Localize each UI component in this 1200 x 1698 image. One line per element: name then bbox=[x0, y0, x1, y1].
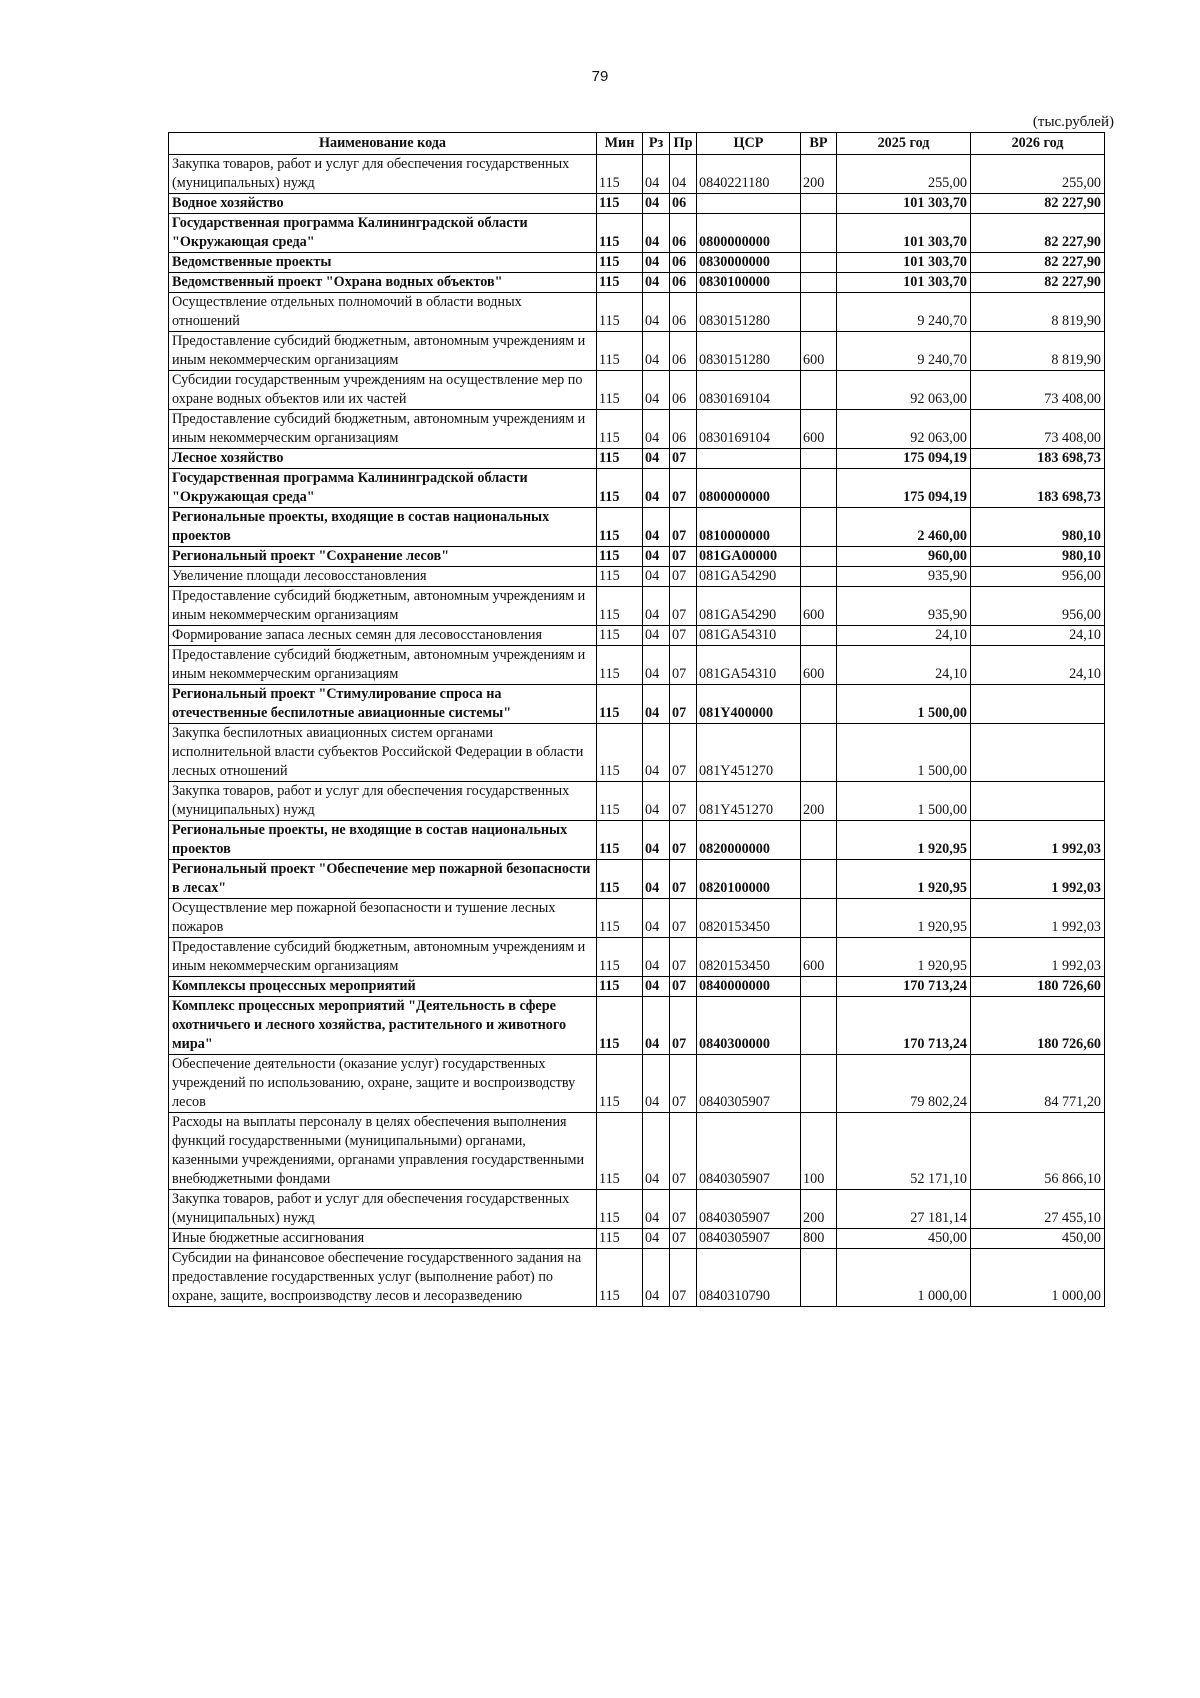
row-2026: 82 227,90 bbox=[971, 194, 1105, 214]
row-2025: 175 094,19 bbox=[837, 469, 971, 508]
row-name: Предоставление субсидий бюджетным, автономным учреждениям и иным некоммерческим организациям bbox=[169, 646, 597, 685]
row-2026: 183 698,73 bbox=[971, 469, 1105, 508]
row-2026: 84 771,20 bbox=[971, 1055, 1105, 1113]
row-min: 115 bbox=[597, 449, 643, 469]
row-vr: 600 bbox=[801, 646, 837, 685]
table-row bbox=[169, 1113, 1105, 1190]
row-vr bbox=[801, 273, 837, 293]
row-rz: 04 bbox=[643, 899, 670, 938]
row-vr: 800 bbox=[801, 1229, 837, 1249]
row-min: 115 bbox=[597, 782, 643, 821]
row-name: Предоставление субсидий бюджетным, автономным учреждениям и иным некоммерческим организациям bbox=[169, 587, 597, 626]
row-csr: 0820153450 bbox=[697, 938, 801, 977]
row-vr: 600 bbox=[801, 332, 837, 371]
row-pr: 06 bbox=[670, 194, 697, 214]
col-header-pr: Пр bbox=[670, 133, 697, 155]
row-rz: 04 bbox=[643, 332, 670, 371]
row-rz: 04 bbox=[643, 293, 670, 332]
row-min: 115 bbox=[597, 567, 643, 587]
table-row bbox=[169, 273, 1105, 293]
row-2025: 92 063,00 bbox=[837, 410, 971, 449]
row-2025: 960,00 bbox=[837, 547, 971, 567]
row-vr bbox=[801, 214, 837, 253]
row-2026: 980,10 bbox=[971, 508, 1105, 547]
table-header-row bbox=[169, 133, 1105, 155]
col-header-vr: ВР bbox=[801, 133, 837, 155]
row-vr bbox=[801, 371, 837, 410]
row-pr: 06 bbox=[670, 214, 697, 253]
row-rz: 04 bbox=[643, 1229, 670, 1249]
row-name: Предоставление субсидий бюджетным, автономным учреждениям и иным некоммерческим организациям bbox=[169, 938, 597, 977]
row-pr: 06 bbox=[670, 273, 697, 293]
row-vr bbox=[801, 997, 837, 1055]
row-csr: 081GA54290 bbox=[697, 567, 801, 587]
row-vr bbox=[801, 449, 837, 469]
row-2026: 1 992,03 bbox=[971, 821, 1105, 860]
row-pr: 06 bbox=[670, 332, 697, 371]
row-2025: 1 920,95 bbox=[837, 938, 971, 977]
row-2025: 935,90 bbox=[837, 587, 971, 626]
row-2025: 1 920,95 bbox=[837, 899, 971, 938]
row-pr: 07 bbox=[670, 899, 697, 938]
row-csr: 0840305907 bbox=[697, 1055, 801, 1113]
table-row bbox=[169, 685, 1105, 724]
row-csr: 0830169104 bbox=[697, 410, 801, 449]
row-rz: 04 bbox=[643, 508, 670, 547]
row-pr: 06 bbox=[670, 293, 697, 332]
row-rz: 04 bbox=[643, 273, 670, 293]
table-row bbox=[169, 293, 1105, 332]
row-pr: 07 bbox=[670, 938, 697, 977]
row-2025: 1 920,95 bbox=[837, 821, 971, 860]
row-name: Обеспечение деятельности (оказание услуг) государственных учреждений по использованию, охране, защите и воспроизводству лесов bbox=[169, 1055, 597, 1113]
row-rz: 04 bbox=[643, 860, 670, 899]
row-vr bbox=[801, 253, 837, 273]
row-rz: 04 bbox=[643, 155, 670, 194]
table-row bbox=[169, 214, 1105, 253]
row-min: 115 bbox=[597, 899, 643, 938]
row-2025: 9 240,70 bbox=[837, 332, 971, 371]
row-min: 115 bbox=[597, 1113, 643, 1190]
row-min: 115 bbox=[597, 273, 643, 293]
row-min: 115 bbox=[597, 1190, 643, 1229]
row-min: 115 bbox=[597, 587, 643, 626]
row-2026: 73 408,00 bbox=[971, 410, 1105, 449]
row-pr: 07 bbox=[670, 1055, 697, 1113]
row-min: 115 bbox=[597, 685, 643, 724]
table-row bbox=[169, 997, 1105, 1055]
row-2025: 27 181,14 bbox=[837, 1190, 971, 1229]
row-csr: 0830151280 bbox=[697, 332, 801, 371]
row-2026: 1 992,03 bbox=[971, 899, 1105, 938]
row-vr bbox=[801, 194, 837, 214]
row-rz: 04 bbox=[643, 547, 670, 567]
row-csr: 081GA00000 bbox=[697, 547, 801, 567]
row-min: 115 bbox=[597, 293, 643, 332]
row-2026: 183 698,73 bbox=[971, 449, 1105, 469]
row-name: Закупка товаров, работ и услуг для обеспечения государственных (муниципальных) нужд bbox=[169, 782, 597, 821]
row-pr: 07 bbox=[670, 626, 697, 646]
table-row bbox=[169, 587, 1105, 626]
table-row bbox=[169, 469, 1105, 508]
table-row bbox=[169, 547, 1105, 567]
row-2026: 24,10 bbox=[971, 646, 1105, 685]
row-2025: 175 094,19 bbox=[837, 449, 971, 469]
row-csr bbox=[697, 194, 801, 214]
row-min: 115 bbox=[597, 938, 643, 977]
row-2026: 1 992,03 bbox=[971, 860, 1105, 899]
row-min: 115 bbox=[597, 194, 643, 214]
row-name: Ведомственные проекты bbox=[169, 253, 597, 273]
row-name: Региональный проект "Обеспечение мер пожарной безопасности в лесах" bbox=[169, 860, 597, 899]
row-2025: 1 000,00 bbox=[837, 1249, 971, 1307]
row-pr: 06 bbox=[670, 371, 697, 410]
row-2026: 82 227,90 bbox=[971, 273, 1105, 293]
row-pr: 07 bbox=[670, 1229, 697, 1249]
row-2025: 170 713,24 bbox=[837, 977, 971, 997]
table-row bbox=[169, 626, 1105, 646]
row-vr bbox=[801, 469, 837, 508]
row-2026 bbox=[971, 782, 1105, 821]
row-pr: 06 bbox=[670, 410, 697, 449]
row-vr: 600 bbox=[801, 938, 837, 977]
row-csr: 0820153450 bbox=[697, 899, 801, 938]
row-2025: 1 920,95 bbox=[837, 860, 971, 899]
row-rz: 04 bbox=[643, 194, 670, 214]
row-2026: 73 408,00 bbox=[971, 371, 1105, 410]
row-csr: 0820100000 bbox=[697, 860, 801, 899]
row-rz: 04 bbox=[643, 938, 670, 977]
table-row bbox=[169, 782, 1105, 821]
row-vr bbox=[801, 821, 837, 860]
row-pr: 07 bbox=[670, 685, 697, 724]
row-csr: 0830169104 bbox=[697, 371, 801, 410]
row-min: 115 bbox=[597, 646, 643, 685]
row-csr: 081Y451270 bbox=[697, 782, 801, 821]
row-csr: 0830100000 bbox=[697, 273, 801, 293]
row-min: 115 bbox=[597, 1249, 643, 1307]
row-csr: 081Y400000 bbox=[697, 685, 801, 724]
row-2026: 8 819,90 bbox=[971, 293, 1105, 332]
table-body bbox=[169, 155, 1105, 1307]
row-name: Региональные проекты, входящие в состав национальных проектов bbox=[169, 508, 597, 547]
row-rz: 04 bbox=[643, 685, 670, 724]
row-vr bbox=[801, 293, 837, 332]
row-csr: 0830151280 bbox=[697, 293, 801, 332]
table-row bbox=[169, 371, 1105, 410]
table-row bbox=[169, 567, 1105, 587]
row-pr: 06 bbox=[670, 253, 697, 273]
row-csr: 081GA54310 bbox=[697, 646, 801, 685]
row-min: 115 bbox=[597, 155, 643, 194]
row-2026: 956,00 bbox=[971, 587, 1105, 626]
row-pr: 07 bbox=[670, 646, 697, 685]
table-row bbox=[169, 1229, 1105, 1249]
row-2026: 1 992,03 bbox=[971, 938, 1105, 977]
row-2025: 101 303,70 bbox=[837, 214, 971, 253]
row-min: 115 bbox=[597, 1055, 643, 1113]
row-name: Иные бюджетные ассигнования bbox=[169, 1229, 597, 1249]
row-csr: 0840305907 bbox=[697, 1190, 801, 1229]
row-rz: 04 bbox=[643, 1113, 670, 1190]
row-vr bbox=[801, 860, 837, 899]
row-pr: 07 bbox=[670, 1249, 697, 1307]
row-rz: 04 bbox=[643, 782, 670, 821]
row-rz: 04 bbox=[643, 371, 670, 410]
row-min: 115 bbox=[597, 332, 643, 371]
row-rz: 04 bbox=[643, 253, 670, 273]
row-2025: 101 303,70 bbox=[837, 194, 971, 214]
row-name: Государственная программа Калининградской области "Окружающая среда" bbox=[169, 214, 597, 253]
row-2026: 450,00 bbox=[971, 1229, 1105, 1249]
row-rz: 04 bbox=[643, 1190, 670, 1229]
row-pr: 04 bbox=[670, 155, 697, 194]
row-2026: 180 726,60 bbox=[971, 977, 1105, 997]
row-name: Комплекс процессных мероприятий "Деятельность в сфере охотничьего и лесного хозяйства, растительного и животного мира" bbox=[169, 997, 597, 1055]
row-name: Комплексы процессных мероприятий bbox=[169, 977, 597, 997]
row-name: Субсидии государственным учреждениям на осуществление мер по охране водных объектов или их частей bbox=[169, 371, 597, 410]
row-min: 115 bbox=[597, 626, 643, 646]
row-2025: 79 802,24 bbox=[837, 1055, 971, 1113]
row-csr: 0800000000 bbox=[697, 469, 801, 508]
row-2025: 1 500,00 bbox=[837, 685, 971, 724]
table-row bbox=[169, 899, 1105, 938]
row-2026: 956,00 bbox=[971, 567, 1105, 587]
row-2025: 24,10 bbox=[837, 646, 971, 685]
row-rz: 04 bbox=[643, 977, 670, 997]
table-row bbox=[169, 410, 1105, 449]
row-vr bbox=[801, 724, 837, 782]
table-row bbox=[169, 155, 1105, 194]
row-2025: 170 713,24 bbox=[837, 997, 971, 1055]
table-row bbox=[169, 938, 1105, 977]
row-pr: 07 bbox=[670, 977, 697, 997]
row-pr: 07 bbox=[670, 1113, 697, 1190]
row-vr bbox=[801, 567, 837, 587]
row-vr: 200 bbox=[801, 155, 837, 194]
row-name: Ведомственный проект "Охрана водных объектов" bbox=[169, 273, 597, 293]
row-rz: 04 bbox=[643, 997, 670, 1055]
row-name: Водное хозяйство bbox=[169, 194, 597, 214]
row-vr bbox=[801, 1249, 837, 1307]
row-min: 115 bbox=[597, 253, 643, 273]
row-2025: 935,90 bbox=[837, 567, 971, 587]
row-rz: 04 bbox=[643, 724, 670, 782]
row-pr: 07 bbox=[670, 469, 697, 508]
table-row bbox=[169, 860, 1105, 899]
row-2026: 82 227,90 bbox=[971, 253, 1105, 273]
table-row bbox=[169, 1249, 1105, 1307]
row-rz: 04 bbox=[643, 821, 670, 860]
row-name: Региональный проект "Сохранение лесов" bbox=[169, 547, 597, 567]
col-header-rz: Рз bbox=[643, 133, 670, 155]
row-csr: 0810000000 bbox=[697, 508, 801, 547]
row-vr bbox=[801, 685, 837, 724]
row-name: Закупка товаров, работ и услуг для обеспечения государственных (муниципальных) нужд bbox=[169, 155, 597, 194]
table-row bbox=[169, 977, 1105, 997]
table-row bbox=[169, 253, 1105, 273]
row-csr: 0840310790 bbox=[697, 1249, 801, 1307]
row-name: Закупка товаров, работ и услуг для обеспечения государственных (муниципальных) нужд bbox=[169, 1190, 597, 1229]
row-vr bbox=[801, 626, 837, 646]
row-pr: 07 bbox=[670, 587, 697, 626]
row-pr: 07 bbox=[670, 449, 697, 469]
row-2026: 980,10 bbox=[971, 547, 1105, 567]
row-name: Предоставление субсидий бюджетным, автономным учреждениям и иным некоммерческим организациям bbox=[169, 410, 597, 449]
table-row bbox=[169, 724, 1105, 782]
row-name: Лесное хозяйство bbox=[169, 449, 597, 469]
row-2025: 255,00 bbox=[837, 155, 971, 194]
row-min: 115 bbox=[597, 410, 643, 449]
row-csr: 0840300000 bbox=[697, 997, 801, 1055]
row-pr: 07 bbox=[670, 1190, 697, 1229]
table-row bbox=[169, 1055, 1105, 1113]
row-2025: 101 303,70 bbox=[837, 253, 971, 273]
row-name: Осуществление мер пожарной безопасности и тушение лесных пожаров bbox=[169, 899, 597, 938]
row-2026: 24,10 bbox=[971, 626, 1105, 646]
col-header-min: Мин bbox=[597, 133, 643, 155]
row-min: 115 bbox=[597, 1229, 643, 1249]
row-name: Закупка беспилотных авиационных систем органами исполнительной власти субъектов Российской Федерации в области лесных отношений bbox=[169, 724, 597, 782]
table-row bbox=[169, 1190, 1105, 1229]
table-row bbox=[169, 821, 1105, 860]
row-vr bbox=[801, 899, 837, 938]
col-header-2026: 2026 год bbox=[971, 133, 1105, 155]
row-rz: 04 bbox=[643, 646, 670, 685]
row-min: 115 bbox=[597, 724, 643, 782]
row-name: Региональный проект "Стимулирование спроса на отечественные беспилотные авиационные системы" bbox=[169, 685, 597, 724]
table-row bbox=[169, 646, 1105, 685]
row-2026: 27 455,10 bbox=[971, 1190, 1105, 1229]
row-vr bbox=[801, 977, 837, 997]
row-csr: 0840305907 bbox=[697, 1229, 801, 1249]
row-rz: 04 bbox=[643, 626, 670, 646]
row-2026: 56 866,10 bbox=[971, 1113, 1105, 1190]
row-2025: 92 063,00 bbox=[837, 371, 971, 410]
row-min: 115 bbox=[597, 977, 643, 997]
row-vr: 600 bbox=[801, 587, 837, 626]
row-2026: 82 227,90 bbox=[971, 214, 1105, 253]
table-row bbox=[169, 449, 1105, 469]
row-pr: 07 bbox=[670, 547, 697, 567]
col-header-name: Наименование кода bbox=[169, 133, 597, 155]
row-rz: 04 bbox=[643, 469, 670, 508]
table-row bbox=[169, 508, 1105, 547]
row-csr: 0840305907 bbox=[697, 1113, 801, 1190]
row-pr: 07 bbox=[670, 997, 697, 1055]
row-csr: 0840221180 bbox=[697, 155, 801, 194]
row-csr: 0830000000 bbox=[697, 253, 801, 273]
row-csr: 081Y451270 bbox=[697, 724, 801, 782]
row-name: Осуществление отдельных полномочий в области водных отношений bbox=[169, 293, 597, 332]
row-rz: 04 bbox=[643, 410, 670, 449]
row-rz: 04 bbox=[643, 214, 670, 253]
row-2025: 1 500,00 bbox=[837, 782, 971, 821]
table-row bbox=[169, 194, 1105, 214]
row-2026: 1 000,00 bbox=[971, 1249, 1105, 1307]
row-pr: 07 bbox=[670, 567, 697, 587]
row-rz: 04 bbox=[643, 587, 670, 626]
row-vr bbox=[801, 508, 837, 547]
row-rz: 04 bbox=[643, 567, 670, 587]
budget-table bbox=[168, 132, 1105, 1307]
row-csr: 0840000000 bbox=[697, 977, 801, 997]
row-csr bbox=[697, 449, 801, 469]
row-pr: 07 bbox=[670, 508, 697, 547]
row-min: 115 bbox=[597, 821, 643, 860]
col-header-csr: ЦСР bbox=[697, 133, 801, 155]
page-number: 79 bbox=[591, 68, 609, 85]
row-vr: 600 bbox=[801, 410, 837, 449]
row-rz: 04 bbox=[643, 1055, 670, 1113]
col-header-2025: 2025 год bbox=[837, 133, 971, 155]
row-vr bbox=[801, 1055, 837, 1113]
row-csr: 081GA54290 bbox=[697, 587, 801, 626]
row-name: Увеличение площади лесовосстановления bbox=[169, 567, 597, 587]
row-min: 115 bbox=[597, 371, 643, 410]
row-pr: 07 bbox=[670, 821, 697, 860]
row-min: 115 bbox=[597, 214, 643, 253]
units-label: (тыс.рублей) bbox=[1032, 114, 1114, 130]
row-vr: 200 bbox=[801, 782, 837, 821]
row-name: Предоставление субсидий бюджетным, автономным учреждениям и иным некоммерческим организациям bbox=[169, 332, 597, 371]
row-2026: 180 726,60 bbox=[971, 997, 1105, 1055]
row-2026: 8 819,90 bbox=[971, 332, 1105, 371]
row-2025: 1 500,00 bbox=[837, 724, 971, 782]
row-2025: 24,10 bbox=[837, 626, 971, 646]
row-min: 115 bbox=[597, 469, 643, 508]
row-min: 115 bbox=[597, 547, 643, 567]
row-2026 bbox=[971, 685, 1105, 724]
row-name: Субсидии на финансовое обеспечение государственного задания на предоставление государственных услуг (выполнение работ) по охране, защите, воспроизводству лесов и лесоразведению bbox=[169, 1249, 597, 1307]
row-2025: 52 171,10 bbox=[837, 1113, 971, 1190]
row-pr: 07 bbox=[670, 860, 697, 899]
row-rz: 04 bbox=[643, 449, 670, 469]
row-min: 115 bbox=[597, 860, 643, 899]
row-name: Государственная программа Калининградской области "Окружающая среда" bbox=[169, 469, 597, 508]
table-row bbox=[169, 332, 1105, 371]
row-2025: 450,00 bbox=[837, 1229, 971, 1249]
row-name: Расходы на выплаты персоналу в целях обеспечения выполнения функций государственными (муниципальными) органами, казенными учреждениями, органами управления государственными внебюджетными фондами bbox=[169, 1113, 597, 1190]
row-2025: 101 303,70 bbox=[837, 273, 971, 293]
row-name: Региональные проекты, не входящие в состав национальных проектов bbox=[169, 821, 597, 860]
row-name: Формирование запаса лесных семян для лесовосстановления bbox=[169, 626, 597, 646]
row-pr: 07 bbox=[670, 724, 697, 782]
row-rz: 04 bbox=[643, 1249, 670, 1307]
row-vr: 200 bbox=[801, 1190, 837, 1229]
row-2025: 2 460,00 bbox=[837, 508, 971, 547]
row-pr: 07 bbox=[670, 782, 697, 821]
row-min: 115 bbox=[597, 508, 643, 547]
row-vr: 100 bbox=[801, 1113, 837, 1190]
row-vr bbox=[801, 547, 837, 567]
row-2025: 9 240,70 bbox=[837, 293, 971, 332]
row-csr: 081GA54310 bbox=[697, 626, 801, 646]
row-min: 115 bbox=[597, 997, 643, 1055]
row-csr: 0820000000 bbox=[697, 821, 801, 860]
row-csr: 0800000000 bbox=[697, 214, 801, 253]
row-2026 bbox=[971, 724, 1105, 782]
row-2026: 255,00 bbox=[971, 155, 1105, 194]
